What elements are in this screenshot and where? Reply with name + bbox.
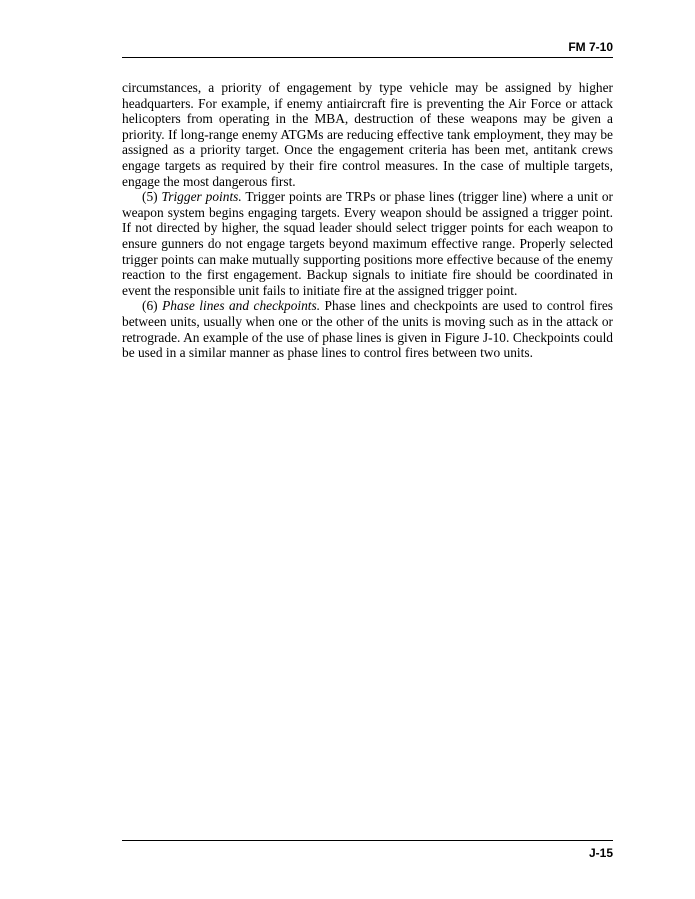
page-number: J-15 [588,846,613,860]
header-rule [122,57,613,58]
paragraph-trigger-points [122,189,613,298]
footer-rule [122,840,613,841]
paragraph-text: Phase lines and checkpoints are used to control fires between units, usually when one or the other of the units is moving such as in the attack or retrograde. An example of the use of phase lines is given in Figure J-10. Checkpoints could be used in a similar manner as phase lines to control fires between two units. [122,298,613,361]
paragraph-heading: Trigger points. [161,189,242,205]
paragraph-heading: Phase lines and checkpoints. [162,298,321,314]
paragraph-text: Trigger points are TRPs or phase lines (trigger line) where a unit or weapon system begins engaging targets. Every weapon should be assigned a trigger point. If not directed by higher, the squad leader should select trigger points for each weapon to ensure gunners do not engage targets beyond maximum effective range. Properly selected trigger points can make mutually supporting positions more effective because of the enemy reaction to the first engagement. Backup signals to initiate fire should be coordinated in event the responsible unit fails to initiate fire at the assigned trigger point. [122,189,613,298]
paragraph-continuation [122,80,613,189]
paragraph-phase-lines [122,298,613,360]
manual-id: FM 7-10 [568,40,613,54]
paragraph-number: (5) [142,189,158,205]
body-text [122,80,613,361]
paragraph-number: (6) [142,298,158,314]
paragraph-text: circumstances, a priority of engagement by type vehicle may be assigned by higher headquarters. For example, if enemy antiaircraft fire is preventing the Air Force or attack helicopters from operating in the MBA, destruction of these weapons may be given a priority. If long-range enemy ATGMs are reducing effective tank employment, they may be assigned as a priority target. Once the engagement criteria has been met, antitank crews engage targets as required by their fire control measures. In the case of multiple targets, engage the most dangerous first. [122,80,613,189]
